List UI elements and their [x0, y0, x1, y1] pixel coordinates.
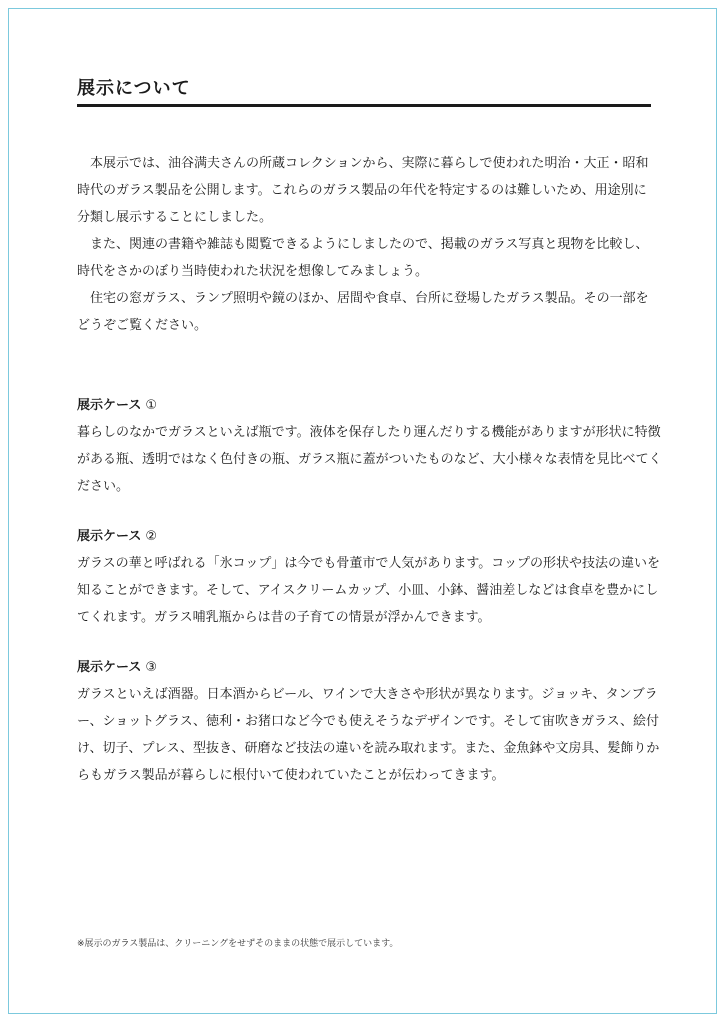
case-heading	[77, 657, 662, 679]
exhibit-case-3	[77, 657, 662, 789]
case-heading	[77, 526, 662, 548]
case-description: ガラスといえば酒器。日本酒からビール、ワインで大きさや形状が異なります。ジョッキ、タンブラー、ショットグラス、徳利・お猪口など今でも使えそうなデザインです。そして宙吹きガラス、絵付け、切子、プレス、型抜き、研磨など技法の違いを読み取れます。また、金魚鉢や文房具、髪飾りからもガラス製品が暮らしに根付いて使われていたことが伝わってきます。	[77, 687, 660, 783]
intro-paragraph: 本展示では、油谷满夫さんの所蔵コレクションから、実際に暮らしで使われた明治・大正・昭和時代のガラス製品を公開します。これらのガラス製品の年代を特定するのは難しいため、用途別に分類し展示することにしました。	[77, 156, 649, 225]
case-description: 暮らしのなかでガラスといえば瓶です。液体を保存したり運んだりする機能がありますが形状に特徴がある瓶、透明ではなく色付きの瓶、ガラス瓶に蓋がついたものなど、大小様々な表情を見比べてください。	[77, 425, 662, 494]
case-heading	[77, 395, 662, 417]
case-number: ③	[145, 660, 158, 675]
case-number: ②	[145, 529, 158, 544]
intro-paragraph: また、関連の書籍や雑誌も閲覧できるようにしましたので、掲載のガラス写真と現物を比較し、時代をさかのぼり当時使われた状況を想像してみましょう。	[77, 237, 649, 279]
title-underline	[77, 104, 651, 107]
exhibit-case-2	[77, 526, 662, 631]
footnote: ※展示のガラス製品は、クリーニングをせずそのままの状態で展示しています。	[77, 939, 399, 949]
exhibit-case-1	[77, 395, 662, 500]
case-heading-label: 展示ケース	[77, 529, 142, 544]
case-description: ガラスの華と呼ばれる「氷コップ」は今でも骨董市で人気があります。コップの形状や技法の違いを知ることができます。そして、アイスクリームカップ、小皿、小鉢、醤油差しなどは食卓を豊かにしてくれます。ガラス哺乳瓶からは昔の子育ての情景が浮かんできます。	[77, 556, 661, 625]
case-number: ①	[145, 398, 158, 413]
intro-paragraph: 住宅の窓ガラス、ランプ照明や鏡のほか、居間や食卓、台所に登場したガラス製品。その一部をどうぞご覧ください。	[77, 291, 649, 333]
case-heading-label: 展示ケース	[77, 398, 142, 413]
case-heading-label: 展示ケース	[77, 660, 142, 675]
page-title: 展示について	[77, 78, 191, 99]
document-page	[8, 8, 717, 1014]
intro-section	[77, 150, 657, 339]
